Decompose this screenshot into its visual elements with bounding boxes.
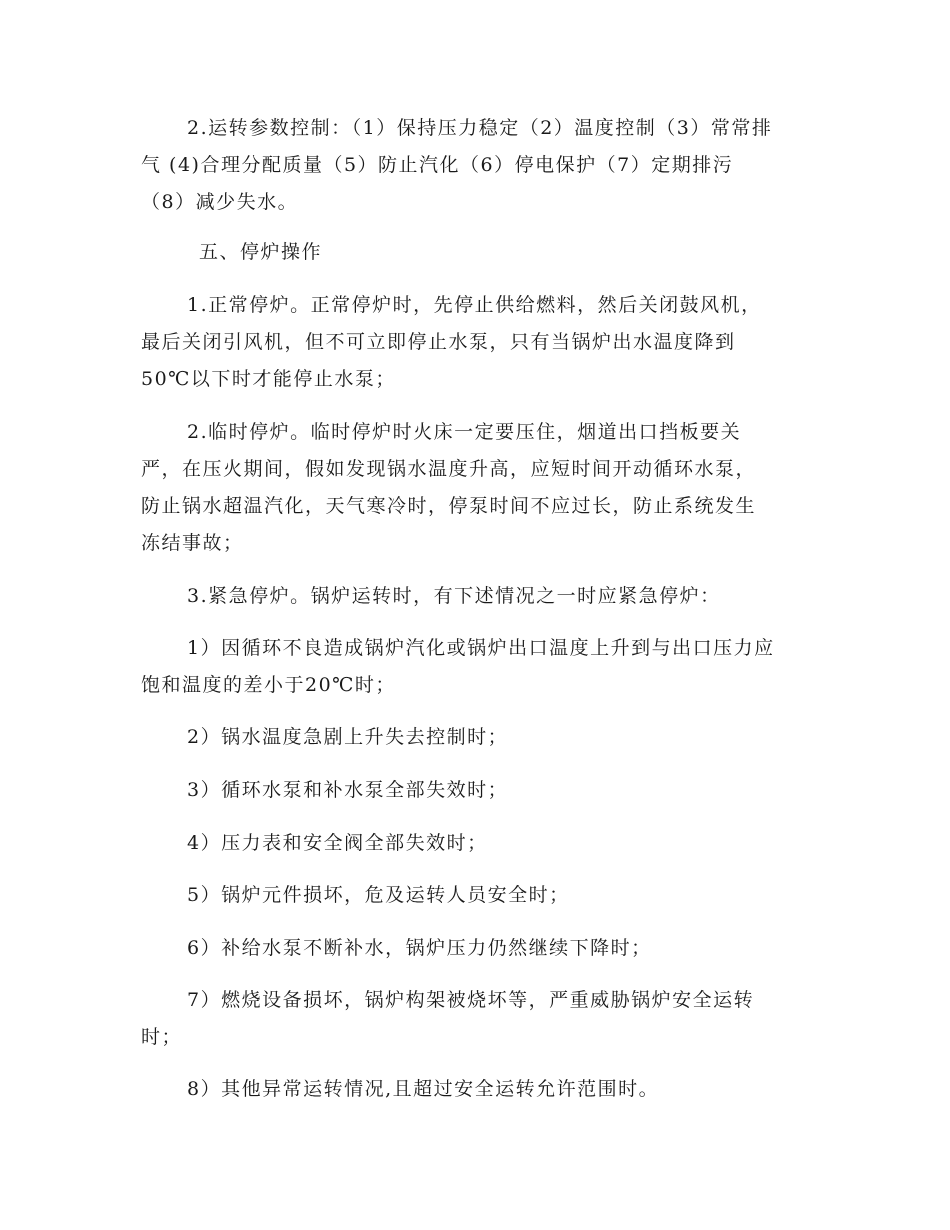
section-heading: [141, 234, 821, 271]
paragraph-normal-shutdown: [141, 287, 821, 398]
list-item: [141, 772, 821, 809]
heading-text: 五、停炉操作: [199, 241, 323, 263]
list-item: [141, 1071, 821, 1108]
text-line: 1.正常停炉。正常停炉时，先停止供给燃料，然后关闭鼓风机，: [187, 294, 762, 316]
text-line: 6）补给水泵不断补水，锅炉压力仍然继续下降时；: [187, 937, 652, 959]
text-line: 50℃以下时才能停止水泵；: [141, 368, 396, 390]
text-line: 2）锅水温度急剧上升失去控制时；: [187, 726, 509, 748]
list-item: [141, 877, 821, 914]
text-line: 4）压力表和安全阀全部失效时；: [187, 832, 488, 854]
text-line: 气 (4)合理分配质量（5）防止汽化（6）停电保护（7）定期排污: [141, 154, 734, 176]
text-line: 1）因循环不良造成锅炉汽化或锅炉出口温度上升到与出口压力应: [187, 637, 775, 659]
text-line: 7）燃烧设备损坏，锅炉构架被烧坏等，严重威胁锅炉安全运转: [187, 989, 755, 1011]
text-line: 3）循环水泵和补水泵全部失效时；: [187, 779, 509, 801]
paragraph-emergency-shutdown: [141, 578, 821, 615]
text-line: 时；: [141, 1026, 183, 1048]
list-item: [141, 982, 821, 1056]
text-line: 2.临时停炉。临时停炉时火床一定要压住，烟道出口挡板要关: [187, 421, 742, 443]
text-line: 8）其他异常运转情况,且超过安全运转允许范围时。: [187, 1078, 660, 1100]
text-line: 严，在压火期间，假如发现锅水温度升高，应短时间开动循环水泵，: [141, 458, 757, 480]
text-line: 3.紧急停炉。锅炉运转时，有下述情况之一时应紧急停炉：: [187, 585, 721, 607]
text-line: 饱和温度的差小于20℃时；: [141, 674, 396, 696]
paragraph-operating-parameters: [141, 110, 821, 221]
list-item: [141, 630, 821, 704]
text-line: 冻结事故；: [141, 532, 244, 554]
paragraph-temporary-shutdown: [141, 414, 821, 562]
text-line: 最后关闭引风机，但不可立即停止水泵，只有当锅炉出水温度降到: [141, 331, 736, 353]
list-item: [141, 930, 821, 967]
text-line: 防止锅水超温汽化，天气寒冷时，停泵时间不应过长，防止系统发生: [141, 495, 757, 517]
text-line: 2.运转参数控制：（1）保持压力稳定（2）温度控制（3）常常排: [187, 117, 773, 139]
list-item: [141, 719, 821, 756]
text-line: 5）锅炉元件损坏，危及运转人员安全时；: [187, 884, 570, 906]
text-line: （8）减少失水。: [141, 191, 299, 213]
list-item: [141, 825, 821, 862]
